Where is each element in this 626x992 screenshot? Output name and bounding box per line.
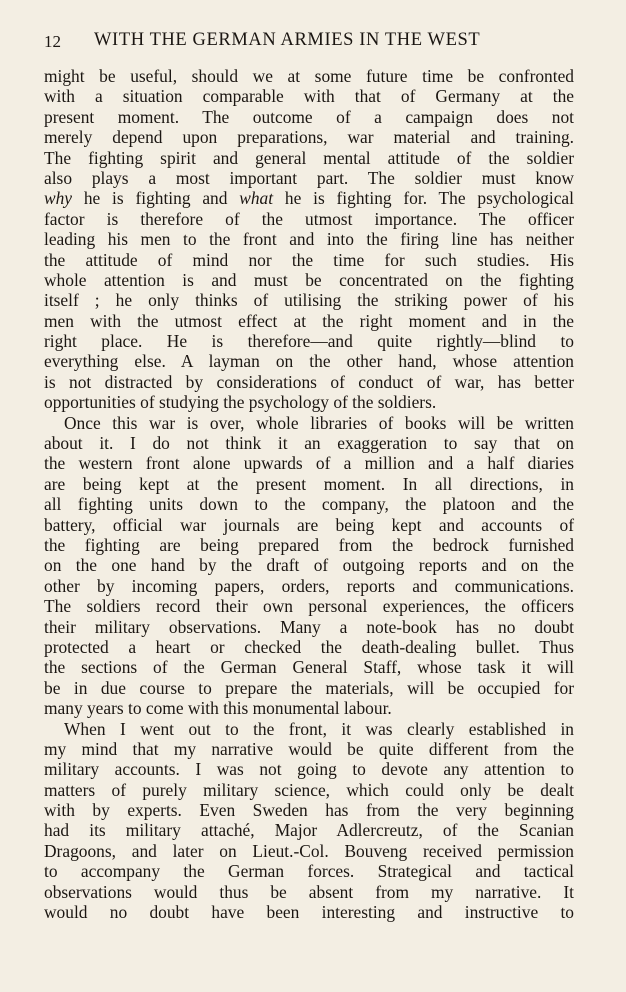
text-line: be in due course to prepare the materials, will be occupied for [44, 677, 574, 698]
running-head: WITH THE GERMAN ARMIES IN THE WEST [94, 30, 481, 50]
text-line: battery, official war journals are being kept and accounts of [44, 514, 574, 535]
text-line: my mind that my narrative would be quite different from the [44, 738, 574, 759]
text-line: also plays a most important part. The soldier must know [44, 167, 574, 188]
text-line: with a situation comparable with that of Germany at the [44, 86, 574, 107]
italic-word: what [239, 188, 274, 209]
text-line: present moment. The outcome of a campaign does not [44, 106, 574, 127]
text-line: Once this war is over, whole libraries of books will be written [64, 412, 574, 433]
text-line: The soldiers record their own personal experiences, the officers [44, 596, 574, 617]
text-line: are being kept at the present moment. In all directions, in [44, 473, 574, 494]
page-header [44, 30, 574, 54]
text-line: observations would thus be absent from my narrative. It [44, 881, 574, 902]
page-number: 12 [44, 32, 61, 51]
text-segment: he is fighting for. The psychological [273, 188, 574, 209]
text-line: with by experts. Even Sweden has from the very beginning [44, 800, 574, 821]
text-line: leading his men to the front and into the firing line has neither [44, 229, 574, 250]
text-line: the sections of the German General Staff, whose task it will [44, 657, 574, 678]
text-line: is not distracted by considerations of conduct of war, has better [44, 371, 574, 392]
text-line: itself ; he only thinks of utilising the striking power of his [44, 290, 574, 311]
text-line: Dragoons, and later on Lieut.-Col. Bouveng received permission [44, 840, 574, 861]
text-line: other by incoming papers, orders, reports and communications. [44, 575, 574, 596]
text-line: the attitude of mind nor the time for such studies. His [44, 249, 574, 270]
text-line: might be useful, should we at some future time be confronted [44, 66, 574, 86]
text-line: on the one hand by the draft of outgoing reports and on the [44, 555, 574, 576]
text-line: When I went out to the front, it was clearly established in [64, 718, 574, 739]
body-text [44, 66, 574, 922]
text-line: merely depend upon preparations, war material and training. [44, 127, 574, 148]
text-line: whole attention is and must be concentrated on the fighting [44, 269, 574, 290]
paragraph [44, 66, 574, 413]
italic-word: why [44, 188, 73, 209]
text-line: everything else. A layman on the other hand, whose attention [44, 351, 574, 372]
text-line: military accounts. I was not going to devote any attention to [44, 759, 574, 780]
text-line: The fighting spirit and general mental attitude of the soldier [44, 147, 574, 168]
text-line: opportunities of studying the psychology of the soldiers. [44, 392, 437, 413]
text-line: right place. He is therefore—and quite rightly—blind to [44, 331, 574, 352]
text-line: to accompany the German forces. Strategical and tactical [44, 861, 574, 882]
text-line: would no doubt have been interesting and instructive to [44, 902, 574, 923]
paragraph [44, 413, 574, 719]
text-line: the western front alone upwards of a million and a half diaries [44, 453, 574, 474]
text-line: about it. I do not think it an exaggeration to say that on [44, 433, 574, 454]
text-line: men with the utmost effect at the right moment and in the [44, 310, 574, 331]
text-line: their military observations. Many a note-book has no doubt [44, 616, 574, 637]
text-line: protected a heart or checked the death-dealing bullet. Thus [44, 636, 574, 657]
paragraph [44, 719, 574, 923]
text-line: factor is therefore of the utmost importance. The officer [44, 208, 574, 229]
text-segment: he is fighting and [72, 188, 240, 209]
text-line: matters of purely military science, which could only be dealt [44, 779, 574, 800]
text-line: many years to come with this monumental labour. [44, 698, 392, 719]
text-line: the fighting are being prepared from the bedrock furnished [44, 534, 574, 555]
text-line [44, 188, 574, 208]
text-line: all fighting units down to the company, the platoon and the [44, 494, 574, 515]
text-line: had its military attaché, Major Adlercreutz, of the Scanian [44, 820, 574, 841]
